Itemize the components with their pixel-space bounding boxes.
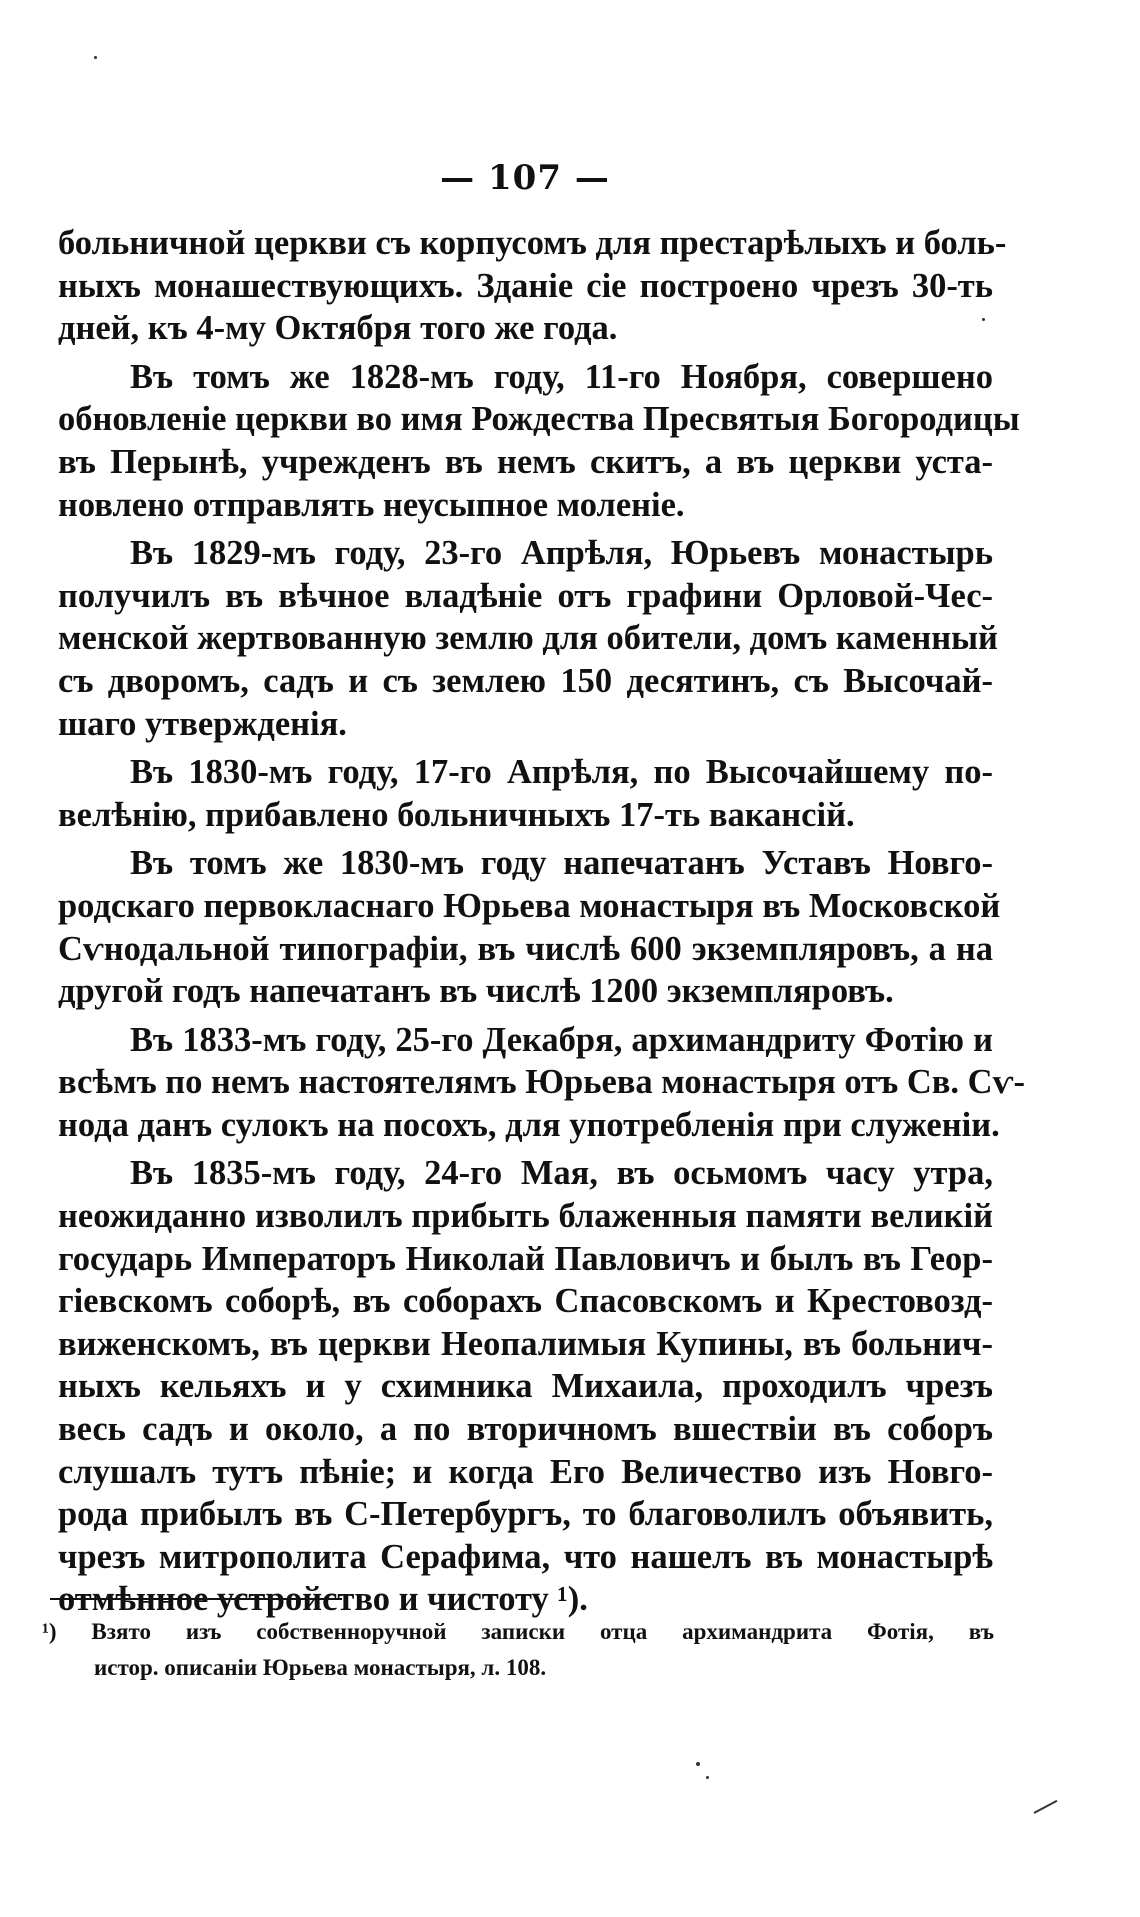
text-line: Въ 1829-мъ году, 23-го Апрѣля, Юрьевъ монастырь <box>130 534 993 573</box>
paragraph <box>58 532 998 745</box>
scan-speck <box>706 1776 709 1779</box>
text-line: гіевскомъ соборѣ, въ соборахъ Спасовскомъ и Крестовозд- <box>58 1282 993 1321</box>
text-line: новлено отправлять неусыпное моленіе. <box>58 485 685 524</box>
text-line: Въ 1830-мъ году, 17-го Апрѣля, по Высочайшему по- <box>130 753 993 792</box>
paragraph <box>58 1152 993 1621</box>
text-line: шаго утвержденія. <box>58 704 347 743</box>
footnote-line: ¹) Взято изъ собственноручной записки отца архимандрита Фотія, въ <box>42 1619 994 1644</box>
text-line: дней, къ 4-му Октября того же года. <box>58 309 618 348</box>
text-line: съ дворомъ, садъ и съ землею 150 десятинъ, съ Высочай- <box>58 661 993 700</box>
text-line: получилъ въ вѣчное владѣніе отъ графини Орловой-Чес- <box>58 576 993 615</box>
text-line: велѣнію, прибавлено больничныхъ 17-ть вакансій. <box>58 795 855 834</box>
text-line: ныхъ монашествующихъ. Зданіе сіе построено чрезъ 30-ть <box>58 266 993 305</box>
text-line: Въ томъ же 1828-мъ году, 11-го Ноября, совершено <box>130 357 993 396</box>
text-line: государь Императоръ Николай Павловичъ и былъ въ Геор- <box>58 1239 993 1278</box>
paragraph <box>58 751 993 836</box>
text-line: нода данъ сулокъ на посохъ, для употребленія при служеніи. <box>58 1105 1000 1144</box>
text-line: ныхъ кельяхъ и у схимника Михаила, проходилъ чрезъ <box>58 1367 993 1406</box>
text-line: весь садъ и около, а по вторичномъ вшествіи въ соборъ <box>58 1410 993 1449</box>
text-line: менской жертвованную землю для обители, домъ каменный <box>58 619 998 658</box>
paragraph <box>58 356 1020 526</box>
main-text <box>58 222 1025 1621</box>
footnote-line: истор. описаніи Юрьева монастыря, л. 108. <box>94 1655 547 1680</box>
scan-speck <box>696 1762 700 1766</box>
text-line: въ Перынѣ, учрежденъ въ немъ скитъ, а въ церкви уста- <box>58 442 993 481</box>
text-line: больничной церкви съ корпусомъ для престарѣлыхъ и боль- <box>58 224 1007 262</box>
text-line: отмѣнное устройство и чистоту ¹). <box>58 1580 588 1619</box>
paragraph <box>58 222 1007 350</box>
text-line: рода прибылъ въ С-Петербургъ, то благоволилъ объявить, <box>58 1495 993 1534</box>
text-line: Сѵнодальной типографіи, въ числѣ 600 экземпляровъ, а на <box>58 929 993 968</box>
scan-speck <box>94 56 97 59</box>
text-line: слушалъ тутъ пѣніе; и когда Его Величество изъ Новго- <box>58 1452 993 1491</box>
text-line: родскаго первокласнаго Юрьева монастыря въ Московской <box>58 886 1001 925</box>
text-line: обновленіе церкви во имя Рождества Пресвятыя Богородицы <box>58 400 1020 439</box>
text-line: Въ томъ же 1830-мъ году напечатанъ Уставъ Новго- <box>130 844 993 883</box>
text-line: Въ 1835-мъ году, 24-го Мая, въ осьмомъ часу утра, <box>130 1154 993 1193</box>
paragraph <box>58 842 1001 1012</box>
text-line: неожиданно изволилъ прибыть блаженныя памяти великій <box>58 1197 993 1236</box>
footnote-divider <box>50 1598 342 1600</box>
page-number: — 107 — <box>440 158 610 198</box>
text-line: чрезъ митрополита Серафима, что нашелъ въ монастырѣ <box>58 1537 993 1576</box>
text-line: виженскомъ, въ церкви Неопалимыя Купины, въ больнич- <box>58 1324 993 1363</box>
scan-speck <box>982 318 985 321</box>
scan-mark <box>1034 1800 1058 1814</box>
text-line: другой годъ напечатанъ въ числѣ 1200 экземпляровъ. <box>58 972 894 1011</box>
paragraph <box>58 1019 1025 1147</box>
footnote <box>42 1614 994 1686</box>
text-line: всѣмъ по немъ настоятелямъ Юрьева монастыря отъ Св. Сѵ- <box>58 1063 1025 1102</box>
text-line: Въ 1833-мъ году, 25-го Декабря, архимандриту Фотію и <box>130 1020 993 1059</box>
